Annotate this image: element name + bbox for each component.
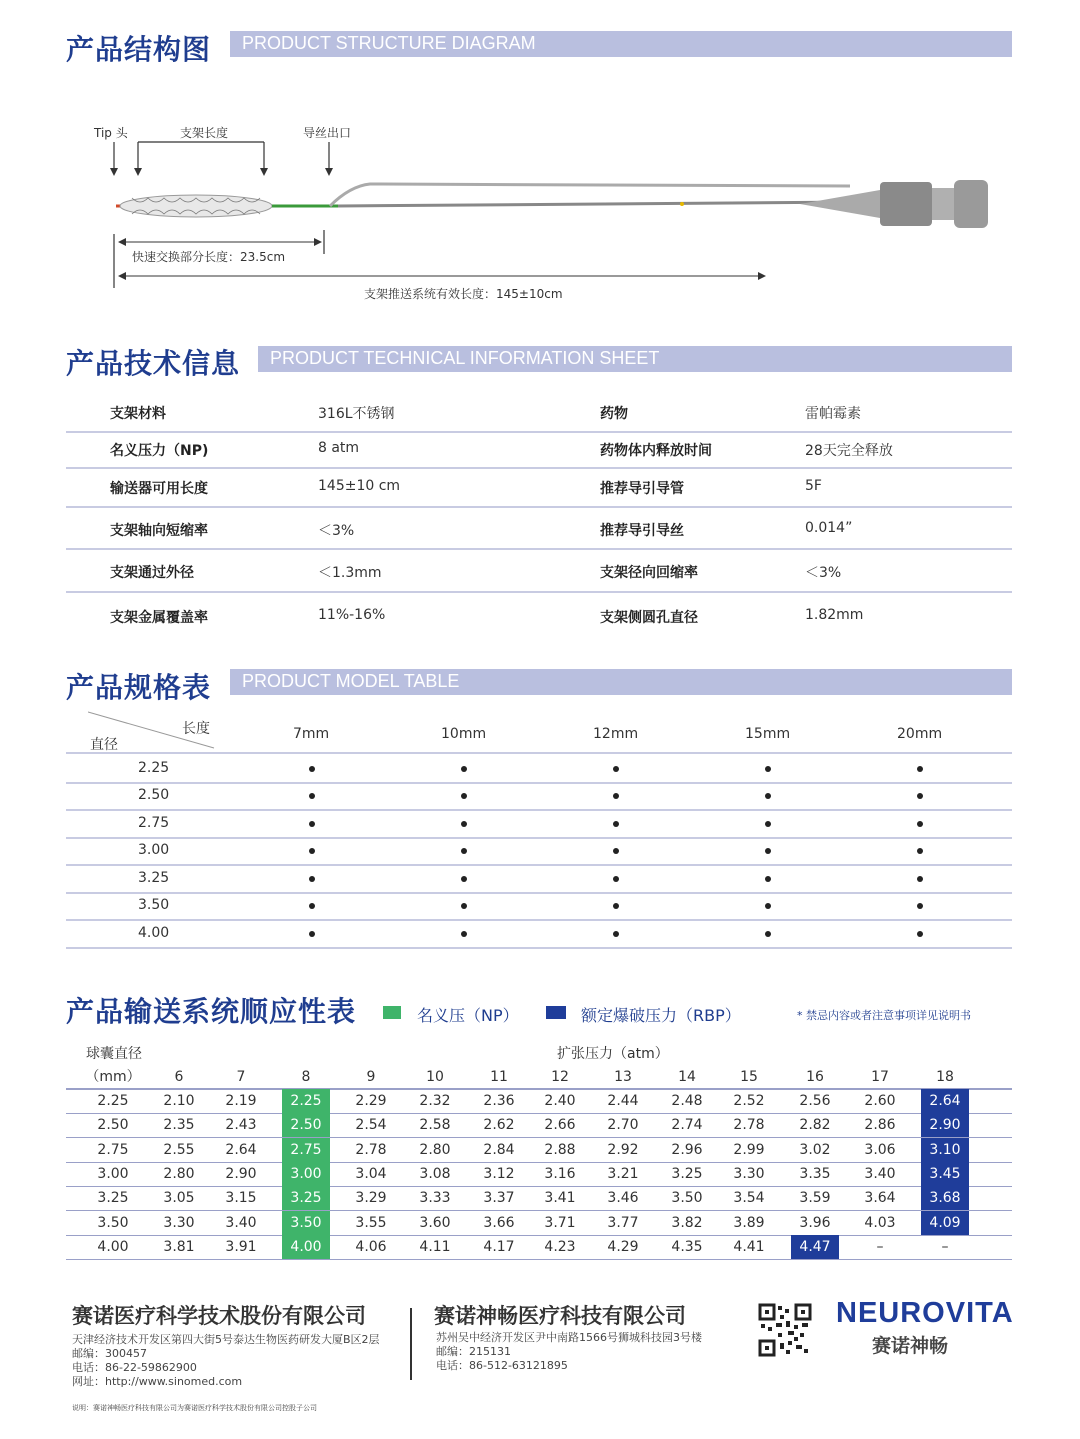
availability-dot bbox=[309, 821, 315, 827]
compliance-cell: 2.74 bbox=[671, 1117, 703, 1134]
compliance-header-row bbox=[66, 1065, 1012, 1090]
compliance-cell: 3.15 bbox=[225, 1190, 257, 1207]
tech-value: 11%-16% bbox=[318, 607, 386, 623]
qr-code-icon bbox=[758, 1303, 812, 1357]
diameter-label: 3.50 bbox=[138, 897, 170, 913]
compliance-cell: 3.66 bbox=[483, 1214, 515, 1231]
tech-key: 推荐导引导管 bbox=[600, 481, 684, 497]
tech-value: ＜3% bbox=[805, 565, 842, 581]
model-row bbox=[66, 865, 1012, 894]
tech-row bbox=[66, 403, 1012, 433]
compliance-cell: 3.64 bbox=[864, 1190, 896, 1207]
pressure-header: 16 bbox=[806, 1069, 824, 1085]
length-header: 15mm bbox=[745, 726, 791, 742]
model-title-bar bbox=[230, 669, 1012, 695]
diameter-label: 2.75 bbox=[138, 815, 170, 831]
availability-dot bbox=[613, 766, 619, 772]
compliance-cell: 3.06 bbox=[864, 1141, 896, 1158]
tech-key: 推荐导引导丝 bbox=[600, 523, 684, 539]
compliance-cell: 2.48 bbox=[671, 1093, 703, 1109]
balloon-diameter: 2.50 bbox=[97, 1117, 129, 1134]
availability-dot bbox=[917, 903, 923, 909]
availability-dot bbox=[613, 876, 619, 882]
tech-value: ＜3% bbox=[318, 523, 355, 539]
model-title: 产品规格表 bbox=[66, 671, 212, 704]
tech-value: 1.82mm bbox=[805, 607, 864, 623]
compliance-cell: 3.04 bbox=[355, 1165, 387, 1182]
compliance-row bbox=[66, 1113, 1012, 1138]
rbp-cell: 4.47 bbox=[791, 1235, 839, 1259]
compliance-cell: 2.55 bbox=[163, 1141, 195, 1158]
compliance-cell: 2.84 bbox=[483, 1141, 515, 1158]
compliance-cell: 3.40 bbox=[225, 1214, 257, 1231]
model-row bbox=[66, 837, 1012, 866]
compliance-cell: 2.82 bbox=[799, 1117, 831, 1134]
model-title-en: PRODUCT MODEL TABLE bbox=[242, 671, 460, 691]
tech-key: 支架径向回缩率 bbox=[600, 565, 698, 581]
compliance-cell: 2.64 bbox=[225, 1141, 257, 1158]
compliance-cell: 2.70 bbox=[607, 1117, 639, 1134]
balloon-diameter: 3.25 bbox=[97, 1190, 129, 1207]
compliance-cell: 2.78 bbox=[355, 1141, 387, 1158]
compliance-cell: 2.35 bbox=[163, 1117, 195, 1134]
compliance-title: 产品输送系统顺应性表 bbox=[66, 995, 357, 1028]
compliance-cell: 3.55 bbox=[355, 1214, 387, 1231]
compliance-cell: 2.88 bbox=[544, 1141, 576, 1158]
compliance-cell: 3.30 bbox=[733, 1165, 765, 1182]
rbp-cell: 3.68 bbox=[921, 1186, 969, 1210]
diameter-label: 2.50 bbox=[138, 787, 170, 803]
balloon-diameter: 2.25 bbox=[97, 1093, 129, 1109]
brand-logo-cn: 赛诺神畅 bbox=[872, 1335, 949, 1357]
rbp-cell: 4.09 bbox=[921, 1211, 969, 1235]
compliance-cell: 2.19 bbox=[225, 1093, 257, 1109]
compliance-cell: 2.60 bbox=[864, 1093, 896, 1109]
label-guidewire-exit: 导丝出口 bbox=[303, 126, 352, 140]
compliance-cell: 4.41 bbox=[733, 1238, 765, 1255]
compliance-cell: 3.29 bbox=[355, 1190, 387, 1207]
compliance-cell: 2.52 bbox=[733, 1093, 765, 1109]
pressure-header: 14 bbox=[678, 1069, 696, 1085]
balloon-diameter: 3.00 bbox=[97, 1165, 129, 1182]
compliance-cell: 2.56 bbox=[799, 1093, 831, 1109]
availability-dot bbox=[309, 848, 315, 854]
np-cell: 2.75 bbox=[282, 1138, 330, 1162]
compliance-cell: 3.08 bbox=[419, 1165, 451, 1182]
np-cell: 3.25 bbox=[282, 1186, 330, 1210]
diameter-label: 4.00 bbox=[138, 925, 170, 941]
tech-row bbox=[66, 440, 1012, 469]
compliance-cell: 2.86 bbox=[864, 1117, 896, 1134]
compliance-cell: 3.91 bbox=[225, 1238, 257, 1255]
compliance-cell: 3.77 bbox=[607, 1214, 639, 1231]
availability-dot bbox=[461, 766, 467, 772]
availability-dot bbox=[461, 876, 467, 882]
tech-key: 支架轴向短缩率 bbox=[110, 523, 208, 539]
compliance-cell: 3.37 bbox=[483, 1190, 515, 1207]
length-header: 7mm bbox=[293, 726, 330, 742]
tech-value: ＜1.3mm bbox=[318, 565, 382, 581]
compliance-cell: 2.54 bbox=[355, 1117, 387, 1134]
tech-key: 支架侧圆孔直径 bbox=[600, 610, 698, 626]
model-header-row bbox=[66, 718, 1012, 754]
compliance-cell: 2.80 bbox=[163, 1165, 195, 1182]
compliance-row bbox=[66, 1089, 1012, 1114]
availability-dot bbox=[461, 931, 467, 937]
availability-dot bbox=[613, 903, 619, 909]
tech-value: 8 atm bbox=[318, 440, 360, 456]
availability-dot bbox=[309, 766, 315, 772]
rbp-cell: 2.90 bbox=[921, 1113, 969, 1137]
compliance-cell: 3.33 bbox=[419, 1190, 451, 1207]
compliance-cell: 4.35 bbox=[671, 1238, 703, 1255]
compliance-cell: 3.60 bbox=[419, 1214, 451, 1231]
tech-key: 支架金属覆盖率 bbox=[110, 610, 208, 626]
pressure-header: 9 bbox=[366, 1069, 376, 1085]
company1-web[interactable]: 网址：http://www.sinomed.com bbox=[72, 1375, 243, 1388]
compliance-cell: 2.43 bbox=[225, 1117, 257, 1134]
rbp-cell: 3.45 bbox=[921, 1162, 969, 1186]
footer-divider bbox=[410, 1308, 412, 1380]
compliance-cell: 3.54 bbox=[733, 1190, 765, 1207]
footer-disclaimer: 说明：赛诺神畅医疗科技有限公司为赛诺医疗科学技术股份有限公司控股子公司 bbox=[72, 1404, 317, 1412]
compliance-row bbox=[66, 1162, 1012, 1187]
compliance-cell: 3.21 bbox=[607, 1165, 639, 1182]
compliance-cell: 2.62 bbox=[483, 1117, 515, 1134]
compliance-cell: 3.02 bbox=[799, 1141, 831, 1158]
np-cell: 4.00 bbox=[282, 1235, 330, 1259]
compliance-cell: 2.29 bbox=[355, 1093, 387, 1109]
compliance-cell: – bbox=[941, 1238, 949, 1255]
brand-logo-en: NEUROVITA bbox=[836, 1297, 1014, 1329]
company1-zip: 邮编：300457 bbox=[72, 1347, 147, 1360]
availability-dot bbox=[461, 903, 467, 909]
structure-title: 产品结构图 bbox=[66, 33, 212, 66]
tech-row bbox=[66, 607, 1012, 635]
note-text: * 禁忌内容或者注意事项详见说明书 bbox=[797, 1009, 971, 1022]
pressure-header: 10 bbox=[426, 1069, 444, 1085]
compliance-cell: 3.16 bbox=[544, 1165, 576, 1182]
company1-name: 赛诺医疗科学技术股份有限公司 bbox=[72, 1304, 366, 1328]
np-cell: 2.25 bbox=[282, 1089, 330, 1113]
compliance-cell: 4.03 bbox=[864, 1214, 896, 1231]
availability-dot bbox=[309, 793, 315, 799]
compliance-cell: 2.78 bbox=[733, 1117, 765, 1134]
company2-tel: 电话：86-512-63121895 bbox=[436, 1359, 568, 1372]
compliance-cell: 2.10 bbox=[163, 1093, 195, 1109]
compliance-cell: 3.50 bbox=[671, 1190, 703, 1207]
balloon-diameter: 4.00 bbox=[97, 1238, 129, 1255]
compliance-cell: 4.23 bbox=[544, 1238, 576, 1255]
label-tip: Tip 头 bbox=[94, 126, 128, 140]
compliance-cell: 4.11 bbox=[419, 1238, 451, 1255]
compliance-cell: 2.40 bbox=[544, 1093, 576, 1109]
structure-title-en: PRODUCT STRUCTURE DIAGRAM bbox=[242, 33, 536, 53]
compliance-row bbox=[66, 1186, 1012, 1211]
legend-rbp-label: 额定爆破压力（RBP） bbox=[581, 1006, 741, 1025]
pressure-header: 13 bbox=[614, 1069, 632, 1085]
tech-key: 输送器可用长度 bbox=[110, 481, 208, 497]
tech-title-bar bbox=[258, 346, 1012, 372]
compliance-cell: 3.89 bbox=[733, 1214, 765, 1231]
compliance-cell: 4.29 bbox=[607, 1238, 639, 1255]
compliance-cell: 3.25 bbox=[671, 1165, 703, 1182]
compliance-cell: 2.90 bbox=[225, 1165, 257, 1182]
compliance-cell: 3.81 bbox=[163, 1238, 195, 1255]
col-header-diameter: 球囊直径 bbox=[86, 1046, 142, 1062]
length-header: 20mm bbox=[897, 726, 943, 742]
legend-np-label: 名义压（NP） bbox=[417, 1006, 519, 1025]
compliance-cell: 3.71 bbox=[544, 1214, 576, 1231]
diameter-label: 2.25 bbox=[138, 760, 170, 776]
pressure-header: 17 bbox=[871, 1069, 889, 1085]
tech-title: 产品技术信息 bbox=[66, 347, 241, 380]
compliance-cell: 3.59 bbox=[799, 1190, 831, 1207]
compliance-cell: – bbox=[876, 1238, 884, 1255]
col-header-pressure: 扩张压力（atm） bbox=[557, 1046, 669, 1062]
legend-np-swatch bbox=[383, 1006, 401, 1019]
availability-dot bbox=[765, 821, 771, 827]
tech-key: 支架材料 bbox=[110, 406, 166, 422]
np-cell: 3.00 bbox=[282, 1162, 330, 1186]
availability-dot bbox=[613, 793, 619, 799]
availability-dot bbox=[917, 766, 923, 772]
compliance-cell: 3.46 bbox=[607, 1190, 639, 1207]
diameter-label: 3.25 bbox=[138, 870, 170, 886]
compliance-cell: 2.92 bbox=[607, 1141, 639, 1158]
tech-key: 药物体内释放时间 bbox=[600, 443, 712, 459]
company2-address: 苏州吴中经济开发区尹中南路1566号狮城科技园3号楼 bbox=[436, 1331, 702, 1344]
availability-dot bbox=[613, 821, 619, 827]
availability-dot bbox=[461, 793, 467, 799]
availability-dot bbox=[765, 793, 771, 799]
unit-label: （mm） bbox=[85, 1069, 141, 1085]
length-header: 10mm bbox=[441, 726, 487, 742]
compliance-cell: 3.35 bbox=[799, 1165, 831, 1182]
availability-dot bbox=[461, 848, 467, 854]
availability-dot bbox=[917, 848, 923, 854]
legend-rbp-swatch bbox=[546, 1006, 566, 1019]
rbp-cell: 3.10 bbox=[921, 1138, 969, 1162]
tech-value: 316L不锈钢 bbox=[318, 406, 395, 422]
compliance-row bbox=[66, 1138, 1012, 1163]
model-row bbox=[66, 782, 1012, 811]
availability-dot bbox=[765, 848, 771, 854]
pressure-header: 11 bbox=[490, 1069, 508, 1085]
corner-length-label: 长度 bbox=[182, 721, 210, 737]
company1-address: 天津经济技术开发区第四大街5号泰达生物医药研发大厦B区2层 bbox=[72, 1333, 380, 1346]
tech-row bbox=[66, 520, 1012, 550]
availability-dot bbox=[765, 876, 771, 882]
balloon-diameter: 2.75 bbox=[97, 1141, 129, 1158]
pressure-header: 15 bbox=[740, 1069, 758, 1085]
corner-diameter-label: 直径 bbox=[90, 737, 118, 753]
np-cell: 2.50 bbox=[282, 1113, 330, 1137]
compliance-cell: 2.96 bbox=[671, 1141, 703, 1158]
compliance-cell: 2.36 bbox=[483, 1093, 515, 1109]
compliance-cell: 3.96 bbox=[799, 1214, 831, 1231]
model-row bbox=[66, 920, 1012, 949]
tech-row bbox=[66, 562, 1012, 593]
model-row bbox=[66, 892, 1012, 921]
company1-tel: 电话：86-22-59862900 bbox=[72, 1361, 197, 1374]
compliance-cell: 2.66 bbox=[544, 1117, 576, 1134]
availability-dot bbox=[613, 848, 619, 854]
tech-title-en: PRODUCT TECHNICAL INFORMATION SHEET bbox=[270, 348, 660, 368]
compliance-cell: 3.41 bbox=[544, 1190, 576, 1207]
diameter-label: 3.00 bbox=[138, 842, 170, 858]
length-header: 12mm bbox=[593, 726, 639, 742]
availability-dot bbox=[917, 821, 923, 827]
company2-name: 赛诺神畅医疗科技有限公司 bbox=[434, 1304, 686, 1328]
pressure-header: 7 bbox=[236, 1069, 246, 1085]
model-row bbox=[66, 755, 1012, 784]
label-stent-length: 支架长度 bbox=[180, 126, 229, 140]
availability-dot bbox=[765, 931, 771, 937]
rbp-cell: 2.64 bbox=[921, 1089, 969, 1113]
compliance-cell: 3.82 bbox=[671, 1214, 703, 1231]
availability-dot bbox=[613, 931, 619, 937]
model-row bbox=[66, 810, 1012, 839]
compliance-cell: 2.99 bbox=[733, 1141, 765, 1158]
tech-value: 28天完全释放 bbox=[805, 443, 893, 459]
tech-value: 0.014” bbox=[805, 520, 853, 536]
availability-dot bbox=[309, 876, 315, 882]
compliance-cell: 2.80 bbox=[419, 1141, 451, 1158]
compliance-cell: 3.40 bbox=[864, 1165, 896, 1182]
structure-title-bar bbox=[230, 31, 1012, 57]
compliance-row bbox=[66, 1211, 1012, 1236]
tech-row bbox=[66, 478, 1012, 508]
catheter-diagram bbox=[0, 130, 1080, 300]
compliance-cell: 4.06 bbox=[355, 1238, 387, 1255]
compliance-cell: 3.05 bbox=[163, 1190, 195, 1207]
pressure-header: 18 bbox=[936, 1069, 954, 1085]
availability-dot bbox=[917, 793, 923, 799]
availability-dot bbox=[765, 903, 771, 909]
tech-key: 药物 bbox=[600, 406, 628, 422]
tech-key: 名义压力（NP) bbox=[110, 443, 209, 459]
compliance-row bbox=[66, 1235, 1012, 1260]
availability-dot bbox=[461, 821, 467, 827]
tech-key: 支架通过外径 bbox=[110, 565, 194, 581]
balloon-diameter: 3.50 bbox=[97, 1214, 129, 1231]
availability-dot bbox=[309, 931, 315, 937]
compliance-cell: 3.12 bbox=[483, 1165, 515, 1182]
tech-value: 145±10 cm bbox=[318, 478, 401, 494]
tech-value: 雷帕霉素 bbox=[805, 406, 861, 422]
availability-dot bbox=[765, 766, 771, 772]
np-cell: 3.50 bbox=[282, 1211, 330, 1235]
label-effective-length: 支架推送系统有效长度：145±10cm bbox=[364, 287, 563, 301]
tech-value: 5F bbox=[805, 478, 822, 494]
compliance-cell: 3.30 bbox=[163, 1214, 195, 1231]
availability-dot bbox=[917, 876, 923, 882]
pressure-header: 12 bbox=[551, 1069, 569, 1085]
availability-dot bbox=[309, 903, 315, 909]
compliance-cell: 2.58 bbox=[419, 1117, 451, 1134]
compliance-cell: 4.17 bbox=[483, 1238, 515, 1255]
compliance-cell: 2.44 bbox=[607, 1093, 639, 1109]
pressure-header: 8 bbox=[301, 1069, 311, 1085]
availability-dot bbox=[917, 931, 923, 937]
compliance-cell: 2.32 bbox=[419, 1093, 451, 1109]
pressure-header: 6 bbox=[174, 1069, 184, 1085]
company2-zip: 邮编：215131 bbox=[436, 1345, 511, 1358]
label-rapid-exchange: 快速交换部分长度：23.5cm bbox=[132, 250, 286, 264]
